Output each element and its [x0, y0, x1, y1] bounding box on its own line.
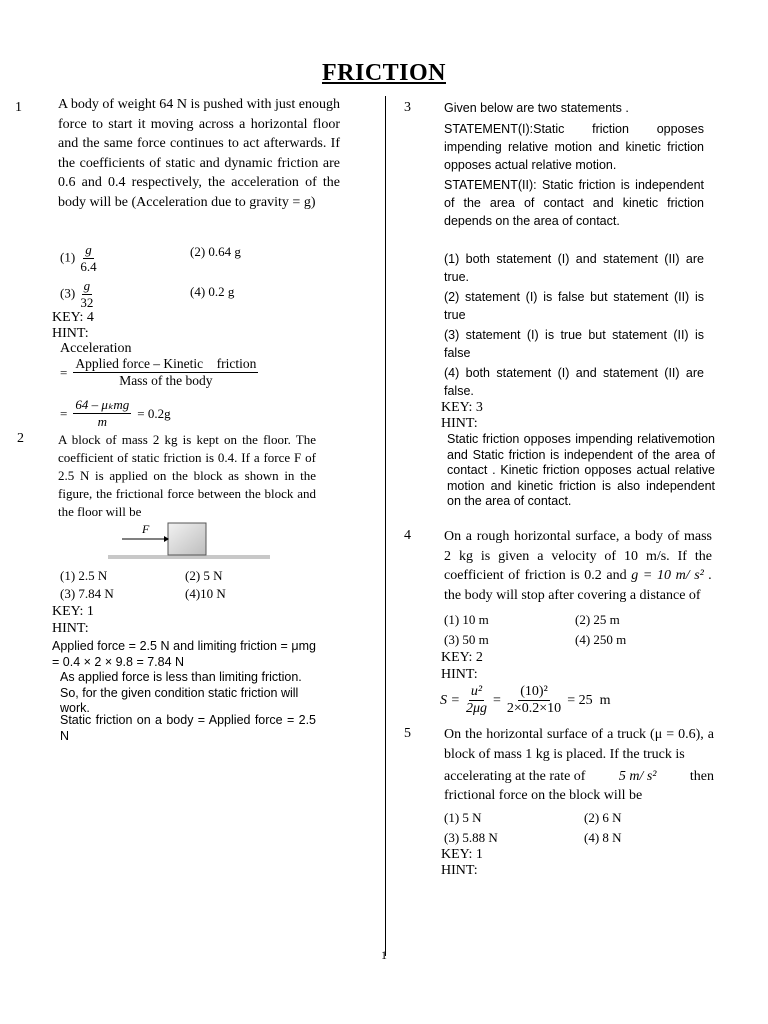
question-number-4: 4 [404, 528, 411, 543]
q1-hint-line: Acceleration [60, 341, 132, 356]
question-number-1: 1 [15, 100, 22, 115]
q3-hint-text: Static friction opposes impending relativemotion and Static friction is independent of the area of contact . Kinetic friction opposes actual relative motion and kinetic friction is also independent on the area of contact. [447, 432, 715, 508]
question-number-5: 5 [404, 726, 411, 741]
q3-key: KEY: 3 [441, 400, 483, 415]
q1-hint-equation-2: = $\frac{\text{64 – μₖmg}}{m}$ = 0.2g [60, 397, 171, 429]
q3-option-3: (3) statement (I) is true but statement (II) is false [444, 328, 704, 360]
q2-option-2: (2) 5 N [185, 568, 223, 583]
q3-statement-1: STATEMENT(I):Static friction opposes impending relative motion and kinetic friction opposes actual relative motion. [444, 122, 704, 172]
q5-option-1: (1) 5 N [444, 810, 482, 825]
q1-hint-label: HINT: [52, 326, 89, 341]
q2-hint-text-3: Static friction on a body = Applied force = 2.5 N [60, 713, 316, 743]
q5-hint-label: HINT: [441, 863, 478, 878]
q3-hint-label: HINT: [441, 416, 478, 431]
q3-option-2: (2) statement (I) is false but statement (II) is true [444, 290, 704, 322]
column-divider [385, 96, 386, 956]
q1-option-3: (3) $\frac{g}{32}$ [60, 278, 94, 310]
q3-option-1: (1) both statement (I) and statement (II) are true. [444, 252, 704, 284]
q1-option-2: (2) 0.64 g [190, 244, 241, 259]
q2-option-4: (4)10 N [185, 586, 226, 601]
q4-hint-equation: S = $\frac{\text{u²}}{2\mu g}$ = $\frac{\text{(10)²}}{2\times 0.2\times 10}$ = 25 m [440, 684, 611, 716]
page-title: FRICTION [321, 60, 446, 86]
block-force-figure [108, 520, 270, 562]
q2-hint-text-1: Applied force = 2.5 N and limiting friction = μmg = 0.4 × 2 × 9.8 = 7.84 N [52, 639, 316, 669]
q4-option-4: (4) 250 m [575, 632, 627, 647]
q4-option-2: (2) 25 m [575, 612, 620, 627]
block [168, 523, 206, 555]
q3-statement-2: STATEMENT(II): Static friction is independent of the area of contact and kinetic friction depends on the area of contact. [444, 178, 704, 228]
q2-option-3: (3) 7.84 N [60, 586, 114, 601]
question-number-3: 3 [404, 100, 411, 115]
q1-option-1: (1) $\frac{g}{6.4}$ [60, 242, 97, 274]
question-2-text: A block of mass 2 kg is kept on the floor. The coefficient of static friction is 0.4. If a force F of 2.5 N is applied on the block as shown in the figure, the frictional force between the block and the floor will be [58, 432, 316, 519]
q3-option-4: (4) both statement (I) and statement (II) are false. [444, 366, 704, 398]
question-4-text: On a rough horizontal surface, a body of mass 2 kg is given a velocity of 10 m/s. If the coefficient of friction is 0.2 and g = 10 m/ s² . the body will stop after covering a distance of [444, 529, 712, 603]
q4-gravity-value: g = 10 m/ s² . [631, 568, 712, 583]
q4-option-3: (3) 50 m [444, 632, 489, 647]
question-number-2: 2 [17, 431, 24, 446]
q5-option-3: (3) 5.88 N [444, 830, 498, 845]
q1-hint-equation-1: = $\frac{\text{Applied force – Kinetic friction}}{\text{Mass of the body}}$ [60, 356, 257, 388]
q2-hint-text-2: As applied force is less than limiting friction. So, for the given condition static friction will work. [60, 670, 302, 715]
q5-option-2: (2) 6 N [584, 810, 622, 825]
force-label: F [142, 522, 150, 536]
q1-key: KEY: 4 [52, 310, 94, 325]
q2-hint-label: HINT: [52, 621, 89, 636]
q4-key: KEY: 2 [441, 650, 483, 665]
q5-key: KEY: 1 [441, 847, 483, 862]
question-5-text-a: On the horizontal surface of a truck (μ = 0.6), a block of mass 1 kg is placed. If the truck is [444, 727, 714, 762]
q5-option-4: (4) 8 N [584, 830, 622, 845]
block-figure-svg [108, 520, 270, 562]
q2-key: KEY: 1 [52, 604, 94, 619]
q3-intro: Given below are two statements . [444, 101, 629, 115]
page-number: 1 [381, 948, 387, 962]
q4-hint-label: HINT: [441, 667, 478, 682]
q2-option-1: (1) 2.5 N [60, 568, 108, 583]
floor-surface [108, 555, 270, 559]
q1-option-4: (4) 0.2 g [190, 284, 235, 299]
question-1-text: A body of weight 64 N is pushed with just enough force to start it moving across a horizontal floor and the same force continues to act afterwards. If the coefficients of static and dynamic friction are 0.6 and 0.4 respectively, the acceleration of the body will be (Acceleration due to gravity = g) [58, 97, 340, 210]
question-5-text-c: frictional force on the block will be [444, 788, 643, 803]
q4-option-1: (1) 10 m [444, 612, 489, 627]
question-5-text-b: accelerating at the rate of 5 m/ s² then [444, 769, 714, 784]
